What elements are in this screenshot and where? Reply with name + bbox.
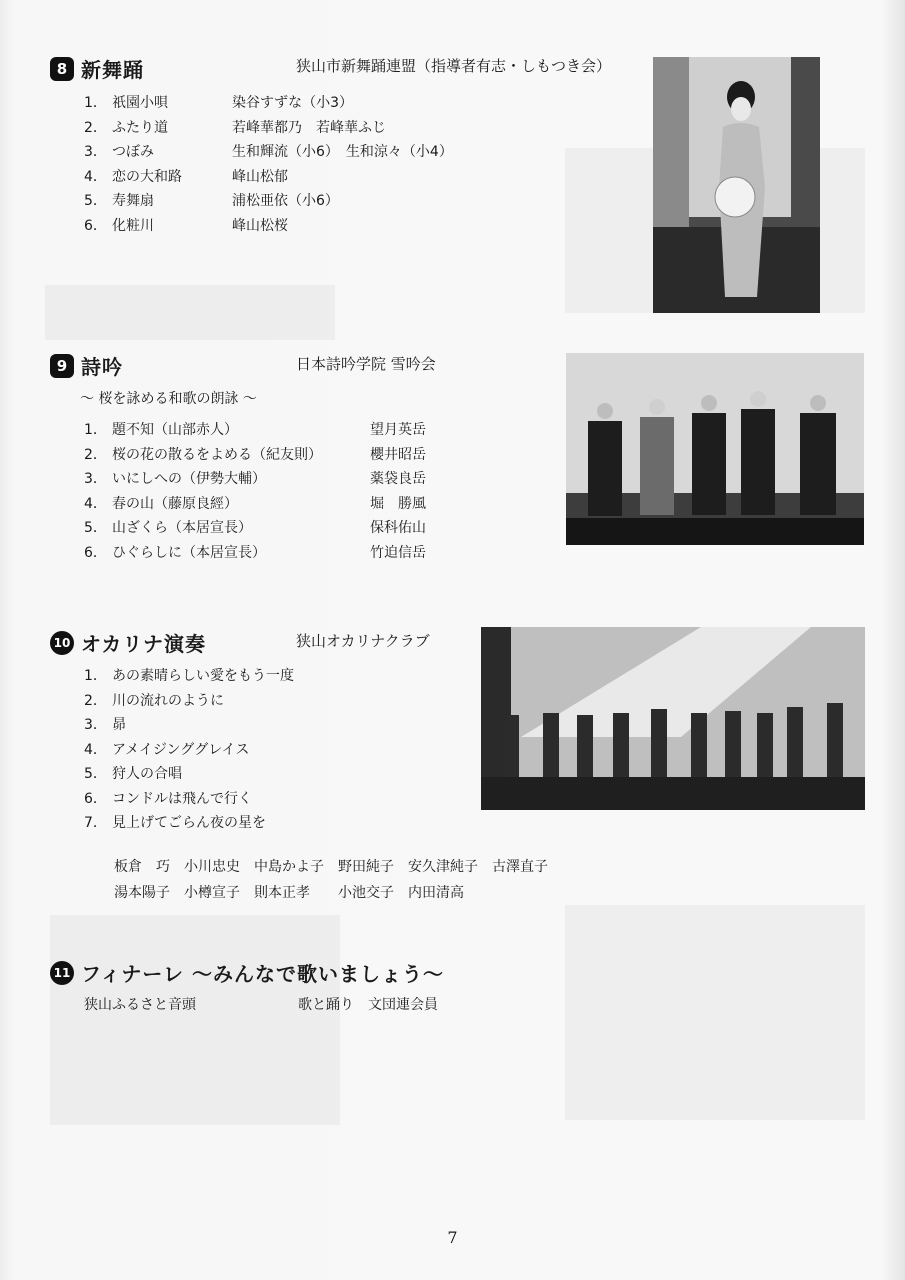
item-title: 山ざくら（本居宣長）: [112, 520, 252, 536]
photo-dancer: [653, 57, 820, 313]
item-title: 恋の大和路: [112, 168, 182, 185]
item-number: 1．: [84, 422, 107, 438]
item-number: 6．: [84, 544, 107, 561]
item-number: 2．: [84, 119, 107, 136]
item-number: 5．: [84, 520, 107, 536]
item-title: 見上げてごらん夜の星を: [112, 815, 266, 831]
member-line: 湯本陽子 小樽宣子 則本正孝 小池交子 内田清高: [114, 885, 464, 901]
item-number: 2．: [84, 692, 107, 709]
program-item: [84, 190, 384, 215]
program-item: [84, 665, 414, 690]
item-title: 化粧川: [112, 217, 154, 234]
section-9-header: [50, 351, 123, 380]
section-number-badge: 8: [50, 57, 74, 81]
program-item: [84, 517, 484, 542]
item-number: 3．: [84, 717, 107, 733]
program-item: [84, 542, 484, 567]
item-title: 昴: [112, 717, 126, 733]
program-item: [84, 690, 414, 715]
item-performers: 保科佑山: [370, 520, 426, 536]
item-performers: 峰山松桜: [232, 217, 288, 234]
program-item: [84, 812, 414, 837]
section-8-header: [50, 54, 144, 83]
item-number: 4．: [84, 495, 107, 512]
section-number-badge: 11: [50, 961, 74, 985]
section-number-badge: 10: [50, 631, 74, 655]
section-11-header: [50, 958, 444, 987]
item-title: 狩人の合唱: [112, 766, 182, 782]
item-title: あの素晴らしい愛をもう一度: [112, 668, 294, 684]
show-through-photo: [50, 915, 340, 1125]
program-item: [84, 141, 453, 166]
finale-performer: 歌と踊り 文団連会員: [298, 997, 438, 1013]
item-title: ひぐらしに（本居宣長）: [112, 544, 266, 561]
section-performer: 日本詩吟学院 雪吟会: [296, 355, 436, 373]
item-number: 2．: [84, 446, 107, 463]
item-title: 祇園小唄: [112, 95, 168, 111]
section-title: 新舞踊: [81, 58, 144, 82]
item-performers: 薬袋良岳: [370, 471, 426, 487]
program-item: [84, 92, 384, 117]
program-item: [84, 215, 384, 240]
member-line: 板倉 巧 小川忠史 中島かよ子 野田純子 安久津純子 古澤直子: [114, 859, 548, 875]
program-item: [84, 444, 484, 469]
item-number: 4．: [84, 741, 107, 758]
item-number: 3．: [84, 471, 107, 487]
item-title: 寿舞扇: [112, 193, 154, 209]
section-title: オカリナ演奏: [81, 632, 206, 656]
finale-item-title: 狭山ふるさと音頭: [84, 997, 196, 1013]
section-10-header: [50, 628, 206, 657]
program-item: [84, 493, 484, 518]
photo-ocarina-group: [481, 627, 865, 810]
item-title: 春の山（藤原良經）: [112, 495, 238, 512]
item-title: 題不知（山部赤人）: [112, 422, 238, 438]
item-number: 7．: [84, 815, 107, 831]
section-performer: 狭山オカリナクラブ: [296, 632, 430, 650]
program-list: [84, 665, 414, 837]
section-subtitle: ～ 桜を詠める和歌の朗詠 ～: [80, 391, 257, 407]
item-number: 3．: [84, 144, 107, 160]
program-item: [84, 419, 484, 444]
item-title: 川の流れのように: [112, 692, 224, 709]
item-number: 1．: [84, 668, 107, 684]
item-number: 1．: [84, 95, 107, 111]
item-title: 桜の花の散るをよめる（紀友則）: [112, 446, 322, 463]
program-item: [84, 739, 414, 764]
program-item: [84, 714, 414, 739]
photo-shigin-group: [566, 353, 864, 545]
section-number-badge: 9: [50, 354, 74, 378]
section-title: フィナーレ ～みんなで歌いましょう～: [81, 962, 444, 986]
item-number: 5．: [84, 766, 107, 782]
item-title: アメイジンググレイス: [112, 741, 250, 758]
program-item: [84, 763, 414, 788]
item-performers: 櫻井昭岳: [370, 446, 426, 463]
program-list: [84, 92, 453, 239]
item-performers: 浦松亜依（小6）: [232, 193, 339, 209]
item-number: 6．: [84, 790, 107, 807]
program-item: [84, 468, 484, 493]
item-performers: 望月英岳: [370, 422, 426, 438]
program-item: [84, 117, 384, 142]
program-item: [84, 788, 414, 813]
item-performers: 若峰華都乃 若峰華ふじ: [232, 119, 386, 136]
item-title: いにしへの（伊勢大輔）: [112, 471, 266, 487]
program-list: [84, 419, 484, 566]
section-performer: 狭山市新舞踊連盟（指導者有志・しもつき会）: [296, 57, 612, 75]
item-title: コンドルは飛んで行く: [112, 790, 252, 807]
item-number: 5．: [84, 193, 107, 209]
item-number: 6．: [84, 217, 107, 234]
item-performers: 峰山松郁: [232, 168, 288, 185]
item-performers: 竹迫信岳: [370, 544, 426, 561]
program-item: [84, 166, 384, 191]
show-through-photo: [565, 905, 865, 1120]
item-number: 4．: [84, 168, 107, 185]
section-title: 詩吟: [81, 355, 123, 379]
member-list: [114, 856, 548, 908]
item-performers: 堀 勝風: [370, 495, 426, 512]
show-through-block: [45, 285, 335, 340]
item-performers: 染谷すずな（小3）: [232, 95, 354, 111]
page-number: 7: [447, 1228, 458, 1247]
item-title: つぼみ: [112, 144, 154, 160]
item-performers: 生和輝流（小6） 生和涼々（小4）: [232, 144, 453, 160]
item-title: ふたり道: [112, 119, 168, 136]
